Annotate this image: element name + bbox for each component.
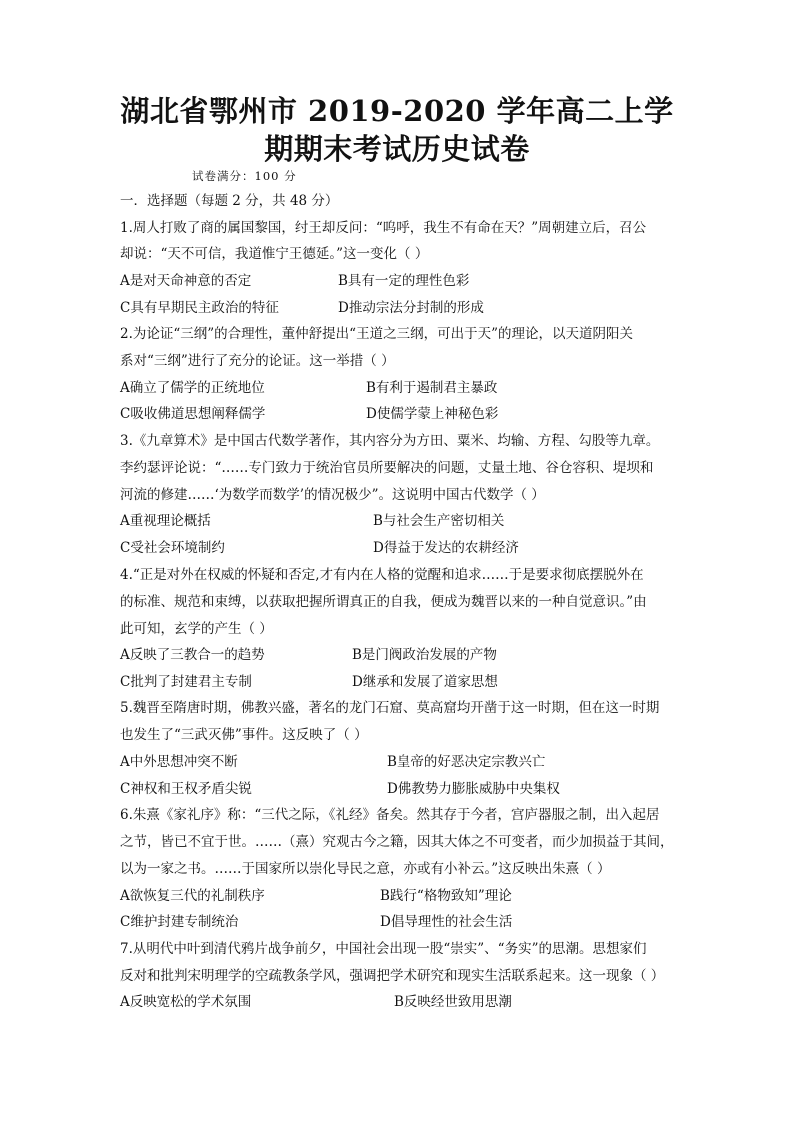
question-5-option-a: A中外思想冲突不断 (120, 754, 238, 770)
question-3-option-a: A重视理论概括 (120, 513, 211, 529)
question-6-option-d: D倡导理性的社会生活 (380, 914, 513, 930)
question-2-option-c: C吸收佛道思想阐释儒学 (120, 406, 266, 422)
question-4-option-b: B是门阀政治发展的产物 (352, 647, 497, 663)
question-5-stem-line1: 5.魏晋至隋唐时期，佛教兴盛，著名的龙门石窟、莫高窟均开凿于这一时期，但在这一时期 (120, 700, 660, 716)
question-6-stem-line3: 以为一家之书。……于国家所以崇化导民之意，亦或有小补云。”这反映出朱熹（ ） (120, 861, 611, 877)
full-score-note: 试卷满分：100 分 (192, 169, 297, 183)
question-1-option-c: C具有早期民主政治的特征 (120, 300, 279, 316)
question-4-stem-line1: 4.“正是对外在权威的怀疑和否定,才有内在人格的觉醒和追求……于是要求彻底摆脱外在 (120, 567, 644, 583)
question-2-option-d: D使儒学蒙上神秘色彩 (366, 406, 499, 422)
question-2-stem-line1: 2.为论证“三纲”的合理性，董仲舒提出“王道之三纲，可出于天”的理论，以天道阴阳关 (120, 326, 633, 342)
question-4-option-d: D继承和发展了道家思想 (352, 674, 498, 690)
question-6-stem-line2: 之节，皆已不宜于世。……（熹）究观古今之籍，因其大体之不可变者，而少加损益于其间， (120, 834, 674, 850)
question-6-stem-line1: 6.朱熹《家礼序》称：“三代之际，《礼经》备矣。然其存于今者，宫庐器服之制，出入起居 (120, 807, 660, 823)
question-3-stem-line1: 3.《九章算术》是中国古代数学著作，其内容分为方田、粟米、均输、方程、勾股等九章。 (120, 433, 660, 449)
question-4-option-c: C批判了封建君主专制 (120, 674, 252, 690)
question-7-option-a: A反映宽松的学术氛围 (120, 994, 252, 1010)
question-6-option-c: C维护封建专制统治 (120, 914, 239, 930)
question-1-option-b: B具有一定的理性色彩 (338, 273, 470, 289)
question-6-option-b: B践行“格物致知”理论 (380, 888, 512, 904)
question-1-stem-line1: 1.周人打败了商的属国黎国，纣王却反问：“呜呼，我生不有命在天？”周朝建立后，召公 (120, 220, 647, 236)
question-3-stem-line3: 河流的修建……‘为数学而数学’的情况极少”。这说明中国古代数学（ ） (120, 487, 545, 503)
question-5-stem-line2: 也发生了“三武灭佛”事件。这反映了（ ） (120, 727, 368, 743)
question-4-stem-line3: 此可知，玄学的产生（ ） (120, 621, 273, 637)
question-7-option-b: B反映经世致用思潮 (394, 994, 512, 1010)
question-5-option-c: C神权和王权矛盾尖锐 (120, 781, 252, 797)
question-4-option-a: A反映了三教合一的趋势 (120, 647, 265, 663)
question-3-option-c: C受社会环境制约 (120, 540, 225, 556)
question-5-option-d: D佛教势力膨胀威胁中央集权 (387, 781, 560, 797)
question-6-option-a: A欲恢复三代的礼制秩序 (120, 888, 265, 904)
exam-title-line1: 湖北省鄂州市 2019-2020 学年高二上学 (120, 94, 674, 128)
question-5-option-b: B皇帝的好恶决定宗教兴亡 (387, 754, 546, 770)
question-2-option-a: A确立了儒学的正统地位 (120, 380, 265, 396)
question-3-stem-line2: 李约瑟评论说：“……专门致力于统治官员所要解决的问题，丈量土地、谷仓容积、堤坝和 (120, 460, 654, 476)
question-3-option-d: D得益于发达的农耕经济 (373, 540, 519, 556)
question-2-stem-line2: 系对“三纲”进行了充分的论证。这一举措（ ） (120, 353, 395, 369)
question-1-option-a: A是对天命神意的否定 (120, 273, 252, 289)
question-2-option-b: B有利于遏制君主暴政 (366, 380, 498, 396)
question-3-option-b: B与社会生产密切相关 (373, 513, 505, 529)
question-1-option-d: D推动宗法分封制的形成 (338, 300, 484, 316)
question-7-stem-line1: 7.从明代中叶到清代鸦片战争前夕，中国社会出现一股“崇实”、“务实”的思潮。思想家们 (120, 941, 647, 957)
question-7-stem-line2: 反对和批判宋明理学的空疏教条学风，强调把学术研究和现实生活联系起来。这一现象（ ） (120, 968, 665, 984)
exam-title-line2: 期期末考试历史试卷 (264, 132, 530, 166)
section-heading: 一．选择题（每题 2 分，共 48 分） (120, 193, 339, 209)
question-4-stem-line2: 的标准、规范和束缚，以获取把握所谓真正的自我，便成为魏晋以来的一种自觉意识。”由 (120, 594, 647, 610)
question-1-stem-line2: 却说：“天不可信，我道惟宁王德延。”这一变化（ ） (120, 246, 429, 262)
